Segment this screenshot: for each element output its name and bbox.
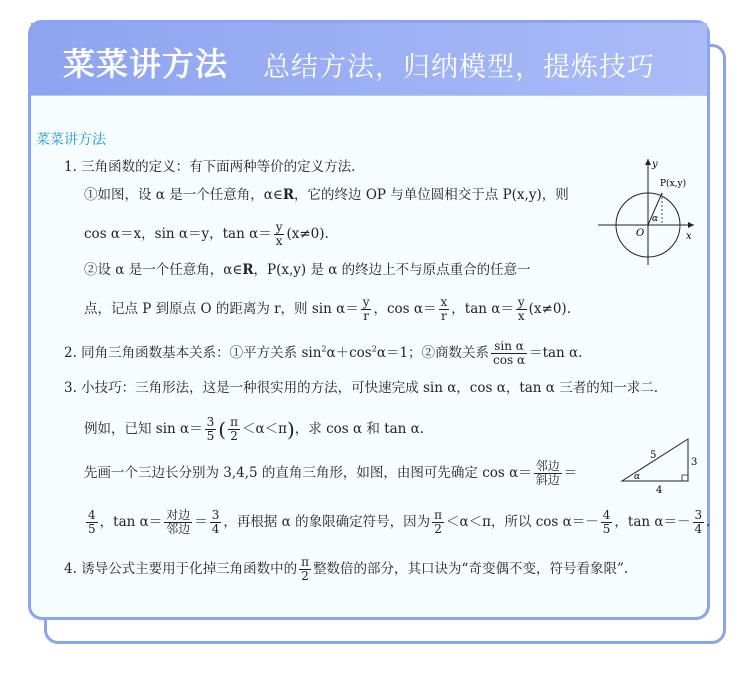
frac-num: y [362,295,370,309]
period: . [706,514,711,530]
item3-example [84,416,424,443]
frac-num: 4 [88,508,96,522]
frac-num: 3 [211,508,220,522]
reals-symbol-2: R [242,262,254,278]
fraction-3-over-4 [210,509,222,536]
frac-den: 5 [88,522,96,536]
fraction-opp-over-adj [164,509,192,536]
item2-text-b: α＋cos [326,345,372,361]
item1-way2-formula [84,296,571,323]
item1-way1-text-b: ，它的终边 OP 与单位圆相交于点 P(x,y)，则 [294,187,569,203]
frac-num: y [517,295,525,309]
item4-text-b: 整数倍的部分，其口诀为“奇变偶不变，符号看象限”. [313,561,629,577]
fraction-pi-over-2 [228,416,240,443]
hypotenuse-label: 5 [650,450,657,461]
adjacent-label: 4 [656,485,663,496]
open-paren: ( [218,417,227,442]
item3-example-text-b: ，求 cos α 和 tan α. [294,421,425,437]
fraction-3-over-4-b [693,509,705,536]
item1-way2-line [84,262,531,278]
header-subtitle: 总结方法，归纳模型，提炼技巧 [263,52,655,83]
frac-den: 4 [211,522,220,536]
frac-den: r [363,309,369,323]
item1-way2-cos-text: ，cos α＝ [373,301,437,317]
item3-intro: 3. 小技巧：三角形法，这是一种很实用的方法，可快速完成 sin α，cos α，tan α 三者的知一求二. [64,380,658,396]
frac-den: 斜边 [535,473,560,487]
item2-text-c: α＝1；②商数关系 [376,345,490,361]
reals-symbol: R [282,187,295,203]
frac-den: 2 [230,429,238,443]
y-axis-label: y [652,159,658,170]
origin-label: O [636,228,645,239]
equals-sign: ＝ [563,465,578,481]
frac-den: r [441,309,447,323]
fraction-x-over-r [439,296,450,323]
frac-den: 5 [206,429,215,443]
inequality-text: ＜α＜π [241,421,287,437]
frac-den: 2 [434,522,442,536]
item3-result-text-c: ，tan α＝－ [614,514,691,530]
frac-num: 邻边 [535,459,560,473]
fraction-y-over-x [274,221,285,248]
item2-text-a: 2. 同角三角函数基本关系：①平方关系 sin [64,345,322,361]
frac-den: 2 [301,569,309,583]
item3-result-text-b: ＜α＜π，所以 cos α＝－ [445,514,599,530]
close-paren: ) [286,417,295,442]
header-banner [31,23,707,95]
superscript-2b: 2 [371,344,377,354]
tan-text: ，tan α＝ [99,514,163,530]
frac-num: π [301,555,310,569]
header-divider [31,95,707,96]
item4-line [64,556,628,583]
frac-num: x [440,295,448,309]
item2-line [64,340,582,367]
frac-num: 3 [206,415,215,429]
frac-den: x [517,309,525,323]
frac-den: cos α [493,353,526,367]
unit-circle-figure [590,155,700,267]
angle-alpha-label: α [652,214,659,224]
fraction-4-over-5-b [601,509,613,536]
item3-draw-text: 先画一个三边长分别为 3,4,5 的直角三角形，如图，由图可先确定 cos α＝ [84,465,532,481]
frac-num: 3 [694,508,703,522]
item3-draw-line [84,460,577,487]
item1-way1-text-c: cos α＝x，sin α＝y，tan α＝ [84,226,272,242]
superscript-2: 2 [321,344,327,354]
item1-way1-line [84,187,569,203]
frac-den: 4 [694,522,703,536]
frac-num: 对边 [166,508,191,522]
item3-result-text-a: ，再根据 α 的象限确定符号，因为 [223,514,431,530]
right-triangle-figure [616,415,696,497]
item1-way1-text-d: (x≠0). [286,226,329,242]
y-axis-arrow [645,159,651,165]
item3-example-text-a: 例如，已知 sin α＝ [84,421,203,437]
frac-den: 邻边 [166,522,191,536]
item1-intro: 1. 三角函数的定义：有下面两种等价的定义方法. [64,159,356,175]
frac-num: π [434,508,442,522]
item1-way1-text-a: ①如图，设 α 是一个任意角，α∈ [84,187,283,203]
fraction-3-over-5 [205,416,217,443]
fraction-adj-over-hyp [534,460,562,487]
item3-result-line [84,509,710,536]
fraction-y-over-r [361,296,372,323]
frac-num: π [230,415,238,429]
point-p-label: P(x,y) [660,179,687,189]
section-title: 菜菜讲方法 [36,132,106,148]
item1-way2-text-b: ，P(x,y) 是 α 的终边上不与原点重合的任意一 [253,262,531,278]
item1-way2-text-c: 点，记点 P 到原点 O 的距离为 r，则 sin α＝ [84,301,359,317]
fraction-4-over-5 [86,509,98,536]
item2-text-d: ＝tan α. [529,345,583,361]
fraction-pi-over-2-c [299,556,311,583]
angle-alpha-label: α [634,472,641,482]
opposite-label: 3 [691,457,698,468]
fraction-sin-over-cos [491,340,527,367]
x-axis-arrow [688,222,694,228]
frac-den: 5 [602,522,611,536]
equals-sign: ＝ [194,514,208,530]
fraction-y-over-x-2 [516,296,527,323]
item1-way2-end: (x≠0). [528,301,571,317]
fraction-pi-over-2-b [432,509,444,536]
item1-way2-tan-text: ，tan α＝ [451,301,514,317]
item1-way2-text-a: ②设 α 是一个任意角，α∈ [84,262,243,278]
frac-num: y [275,220,283,234]
header-title: 菜菜讲方法 [63,45,229,83]
item1-way1-formula [84,221,329,248]
right-angle-mark [682,475,688,481]
frac-den: x [275,234,283,248]
x-axis-label: x [686,231,692,242]
frac-num: 4 [602,508,611,522]
item4-text-a: 4. 诱导公式主要用于化掉三角函数中的 [64,561,298,577]
frac-num: sin α [491,340,527,354]
